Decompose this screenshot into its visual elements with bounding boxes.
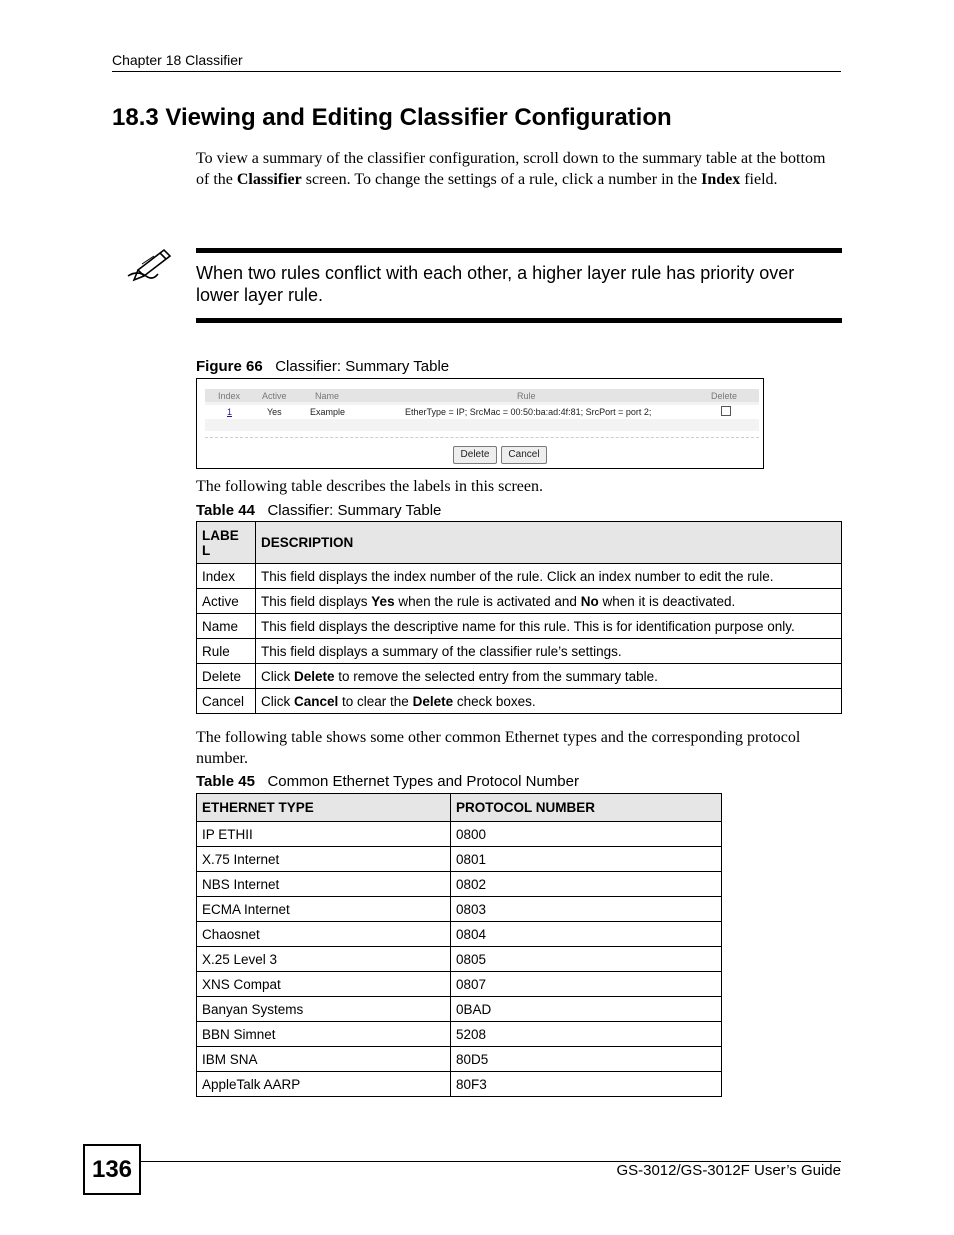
- bold-term: Yes: [371, 593, 395, 609]
- note-pencil-icon: [124, 246, 174, 284]
- row-label: Index: [197, 564, 256, 589]
- bold-term: Index: [701, 170, 741, 188]
- ethernet-type: AppleTalk AARP: [197, 1072, 451, 1097]
- table44-intro: The following table describes the labels in this screen.: [196, 478, 544, 495]
- summary-table: [205, 389, 759, 431]
- row-description: This field displays Yes when the rule is activated and No when it is deactivated.: [256, 589, 842, 614]
- row-active: Yes: [267, 407, 282, 417]
- protocol-number: 0805: [451, 947, 722, 972]
- table-row: [197, 564, 842, 589]
- table44-header-description: DESCRIPTION: [256, 522, 842, 564]
- row-name: Example: [310, 407, 346, 417]
- table-row: [197, 947, 722, 972]
- section-title: 18.3 Viewing and Editing Classifier Configuration: [112, 104, 672, 131]
- row-label: Delete: [197, 664, 256, 689]
- intro-paragraph: To view a summary of the classifier configuration, scroll down to the summary table at the bottom of the Classifier screen. To change the settings of a rule, click a number in the Index field.: [196, 150, 826, 188]
- protocol-number: 0807: [451, 972, 722, 997]
- ethernet-type: IP ETHII: [197, 822, 451, 847]
- protocol-number: 0801: [451, 847, 722, 872]
- table-row: [197, 1072, 722, 1097]
- col-rule: Rule: [517, 391, 536, 401]
- table-row: [197, 847, 722, 872]
- guide-title: GS-3012/GS-3012F User’s Guide: [616, 1162, 841, 1179]
- col-delete: Delete: [711, 391, 738, 401]
- table-row: [197, 614, 842, 639]
- table-row: [197, 689, 842, 714]
- table-row: [197, 997, 722, 1022]
- bold-term: No: [580, 593, 599, 609]
- table45-header-row: [197, 794, 722, 822]
- table-row: [197, 664, 842, 689]
- figure-caption-text: Classifier: Summary Table: [275, 358, 450, 375]
- table-row: [197, 589, 842, 614]
- table45-caption: [196, 773, 579, 790]
- table-row: [197, 972, 722, 997]
- protocol-number: 0804: [451, 922, 722, 947]
- table-row: [197, 1022, 722, 1047]
- table45-header-type: ETHERNET TYPE: [197, 794, 451, 822]
- table-row: [197, 1047, 722, 1072]
- protocol-number: 0800: [451, 822, 722, 847]
- delete-button[interactable]: Delete: [453, 446, 497, 464]
- table44-header-label: LABEL: [197, 522, 256, 564]
- table-row: [197, 872, 722, 897]
- rule-index-link[interactable]: 1: [227, 407, 233, 417]
- table-row: [197, 922, 722, 947]
- table-row: [197, 897, 722, 922]
- ethernet-type: Banyan Systems: [197, 997, 451, 1022]
- protocol-number: 0802: [451, 872, 722, 897]
- table44-caption-text: Classifier: Summary Table: [267, 502, 442, 519]
- ethernet-type: ECMA Internet: [197, 897, 451, 922]
- table-row: [197, 639, 842, 664]
- table45-header-number: PROTOCOL NUMBER: [451, 794, 722, 822]
- ethernet-type: X.75 Internet: [197, 847, 451, 872]
- note-top-rule: [196, 248, 842, 253]
- col-index: Index: [218, 391, 241, 401]
- row-label: Rule: [197, 639, 256, 664]
- protocol-number: 5208: [451, 1022, 722, 1047]
- col-active: Active: [262, 391, 287, 401]
- bold-term: Delete: [412, 693, 454, 709]
- ethernet-type: NBS Internet: [197, 872, 451, 897]
- table44: [196, 521, 842, 714]
- table44-header-row: [197, 522, 842, 564]
- header-divider: [112, 71, 841, 72]
- row-label: Name: [197, 614, 256, 639]
- row-description: This field displays the index number of the rule. Click an index number to edit the rule.: [256, 564, 842, 589]
- table45-label: Table 45: [196, 773, 255, 790]
- chapter-header: Chapter 18 Classifier: [112, 52, 243, 68]
- table-divider: [205, 437, 759, 438]
- cancel-button[interactable]: Cancel: [501, 446, 547, 464]
- protocol-number: 0BAD: [451, 997, 722, 1022]
- col-name: Name: [315, 391, 340, 401]
- figure-label: Figure 66: [196, 358, 263, 375]
- table-row: [197, 822, 722, 847]
- table-row: [205, 405, 759, 419]
- classifier-summary-figure: [196, 378, 764, 469]
- bold-term: Classifier: [236, 170, 302, 188]
- bold-term: Delete: [294, 668, 335, 684]
- protocol-number: 80D5: [451, 1047, 722, 1072]
- delete-checkbox[interactable]: [721, 406, 731, 416]
- row-description: Click Cancel to clear the Delete check boxes.: [256, 689, 842, 714]
- row-label: Cancel: [197, 689, 256, 714]
- note-bottom-rule: [196, 318, 842, 323]
- row-description: This field displays the descriptive name for this rule. This is for identification purpose only.: [256, 614, 842, 639]
- ethernet-type: XNS Compat: [197, 972, 451, 997]
- bold-term: Cancel: [294, 693, 339, 709]
- protocol-number: 80F3: [451, 1072, 722, 1097]
- row-label: Active: [197, 589, 256, 614]
- ethernet-type: X.25 Level 3: [197, 947, 451, 972]
- ethernet-type: IBM SNA: [197, 1047, 451, 1072]
- summary-table-header: [205, 389, 759, 402]
- row-description: Click Delete to remove the selected entry from the summary table.: [256, 664, 842, 689]
- note-text: When two rules conflict with each other, a higher layer rule has priority over lower layer rule.: [196, 263, 795, 305]
- table45-caption-text: Common Ethernet Types and Protocol Number: [267, 773, 579, 790]
- ethernet-type: BBN Simnet: [197, 1022, 451, 1047]
- protocol-number: 0803: [451, 897, 722, 922]
- table45-intro: The following table shows some other common Ethernet types and the corresponding protocol number.: [196, 729, 801, 767]
- table45: [196, 793, 722, 1097]
- page-number: 136: [83, 1144, 141, 1195]
- figure-caption: [196, 358, 449, 375]
- ethernet-type: Chaosnet: [197, 922, 451, 947]
- table44-caption: [196, 502, 441, 519]
- row-description: This field displays a summary of the classifier rule’s settings.: [256, 639, 842, 664]
- row-rule: EtherType = IP; SrcMac = 00:50:ba:ad:4f:81; SrcPort = port 2;: [405, 407, 652, 417]
- table44-label: Table 44: [196, 502, 255, 519]
